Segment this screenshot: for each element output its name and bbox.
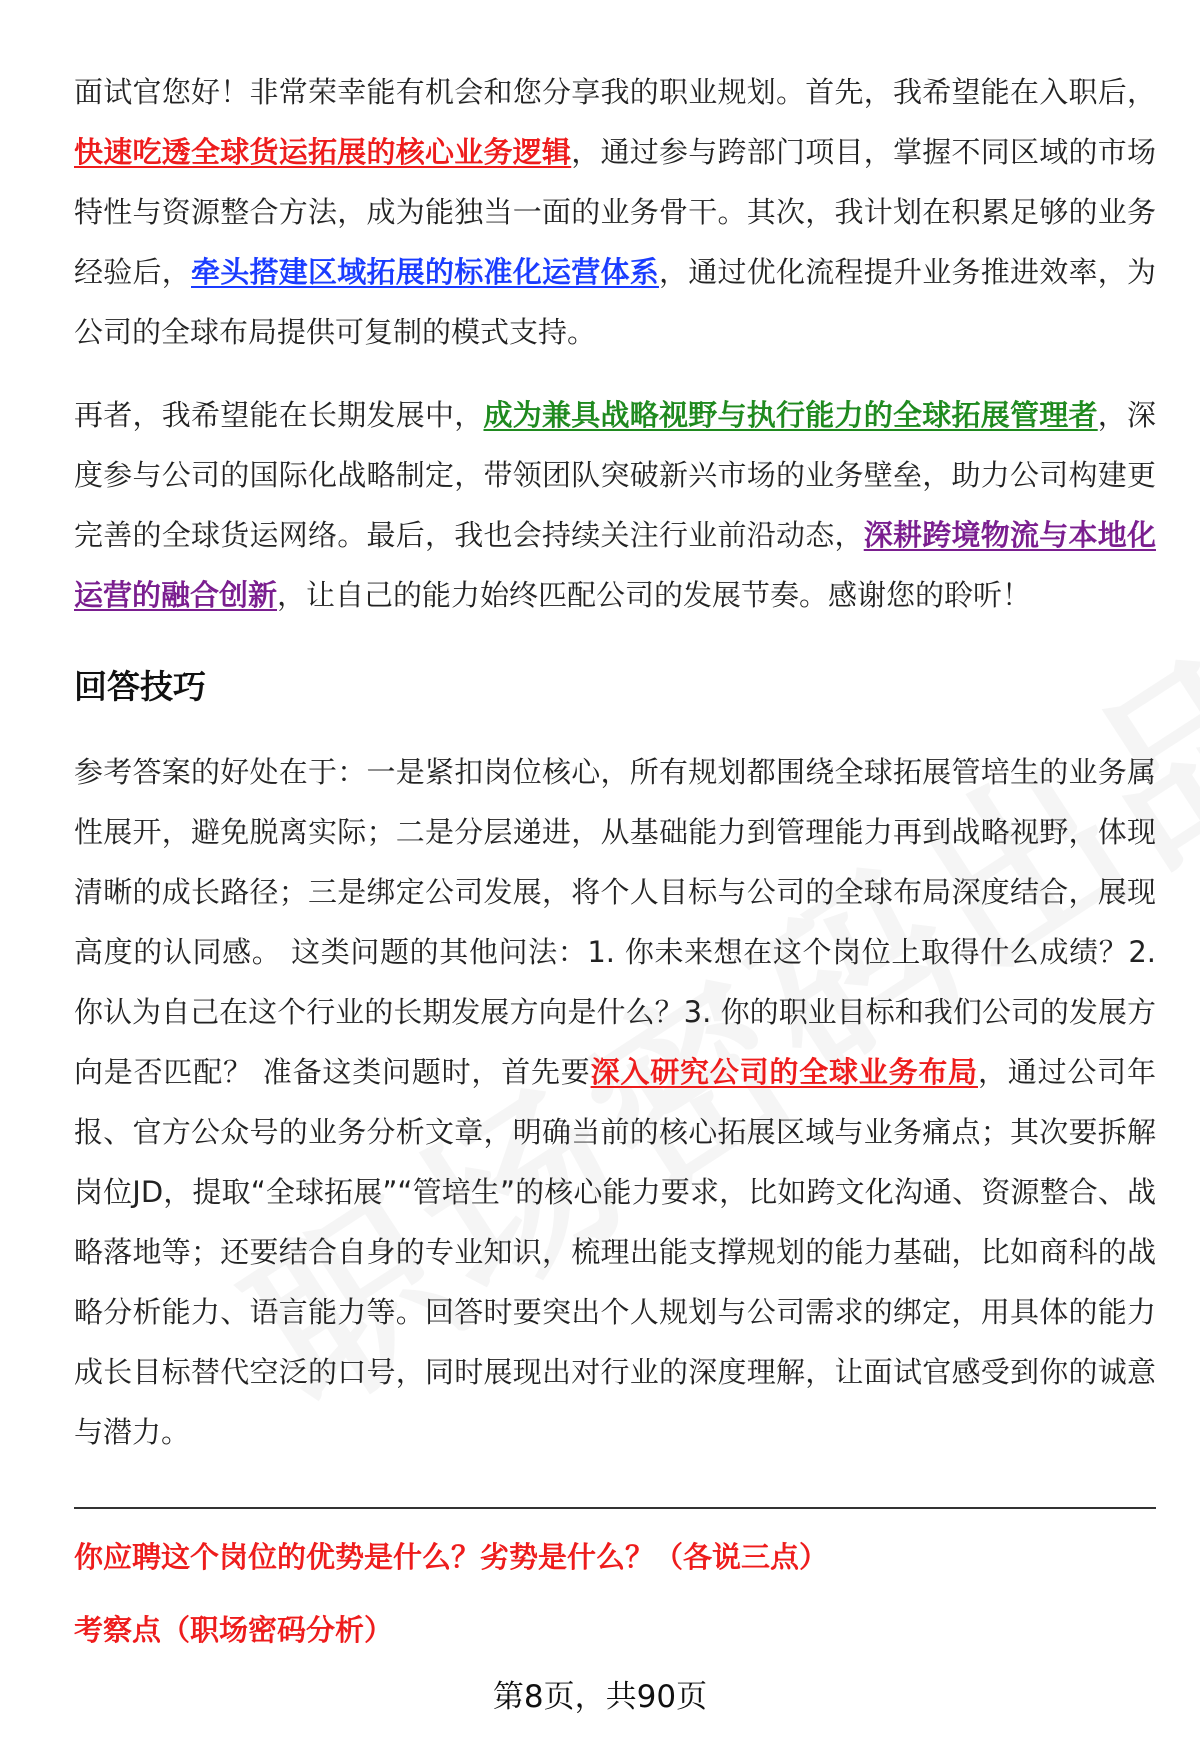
paragraph-text: ，通过优化流程提升业务推进效率，为公司的全球布局提供可复制的模式支持。 [74, 255, 1156, 349]
next-question-subtitle: 考察点（职场密码分析） [74, 1613, 394, 1647]
page-number: 第8页，共90页 [492, 1679, 708, 1715]
highlight-green: 成为兼具战略视野与执行能力的全球拓展管理者 [483, 398, 1098, 432]
paragraph-text: 再者，我希望能在长期发展中， [74, 398, 484, 432]
paragraph-text: ，通过参与跨部门项目，掌握不同区域的市场特性与资源整合方法，成为能独当一面的业务骨干。其次，我计划在积累足够的业务经验后， [74, 135, 1156, 289]
paragraph-text: 参考答案的好处在于：一是紧扣岗位核心，所有规划都围绕全球拓展管培生的业务属性展开，避免脱离实际；二是分层递进，从基础能力到管理能力再到战略视野，体现清晰的成长路径；三是绑定公司发展，将个人目标与公司的全球布局深度结合，展现高度的认同感。 这类问题的其他问法：1. 你未来想在这个岗位上取得什么成绩？2. 你认为自己在这个行业的长期发展方向是什么？3. 你的职业目标和我们公司的发展方向是否匹配？ 准备这类问题时，首先要 [74, 755, 1156, 1089]
highlight-purple: 深耕跨境物流与本地化运营的融合创新 [74, 518, 1156, 612]
next-question-title: 你应聘这个岗位的优势是什么？劣势是什么？（各说三点） [74, 1540, 829, 1574]
paragraph-text: ，深度参与公司的国际化战略制定，带领团队突破新兴市场的业务壁垒，助力公司构建更完善的全球货运网络。最后，我也会持续关注行业前沿动态， [74, 398, 1156, 552]
highlight-red: 深入研究公司的全球业务布局 [590, 1055, 978, 1089]
paragraph-text: ，让自己的能力始终匹配公司的发展节奏。感谢您的聆听！ [277, 578, 1032, 612]
highlight-blue: 牵头搭建区域拓展的标准化运营体系 [191, 255, 659, 289]
paragraph-text: ，通过公司年报、官方公众号的业务分析文章，明确当前的核心拓展区域与业务痛点；其次要拆解岗位JD，提取“全球拓展”“管培生”的核心能力要求，比如跨文化沟通、资源整合、战略落地等；还要结合自身的专业知识，梳理出能支撑规划的能力基础，比如商科的战略分析能力、语言能力等。回答时要突出个人规划与公司需求的绑定，用具体的能力成长目标替代空泛的口号，同时展现出对行业的深度理解，让面试官感受到你的诚意与潜力。 [74, 1055, 1156, 1449]
tips-paragraph [74, 742, 1156, 1462]
document-page [74, 62, 1156, 1660]
highlight-red: 快速吃透全球货运拓展的核心业务逻辑 [74, 135, 572, 169]
answer-paragraph-1 [74, 62, 1156, 362]
divider [74, 1507, 1156, 1509]
section-heading: 回答技巧 [74, 667, 206, 706]
answer-paragraph-2 [74, 385, 1156, 625]
paragraph-text: 面试官您好！非常荣幸能有机会和您分享我的职业规划。首先，我希望能在入职后， [74, 75, 1156, 109]
